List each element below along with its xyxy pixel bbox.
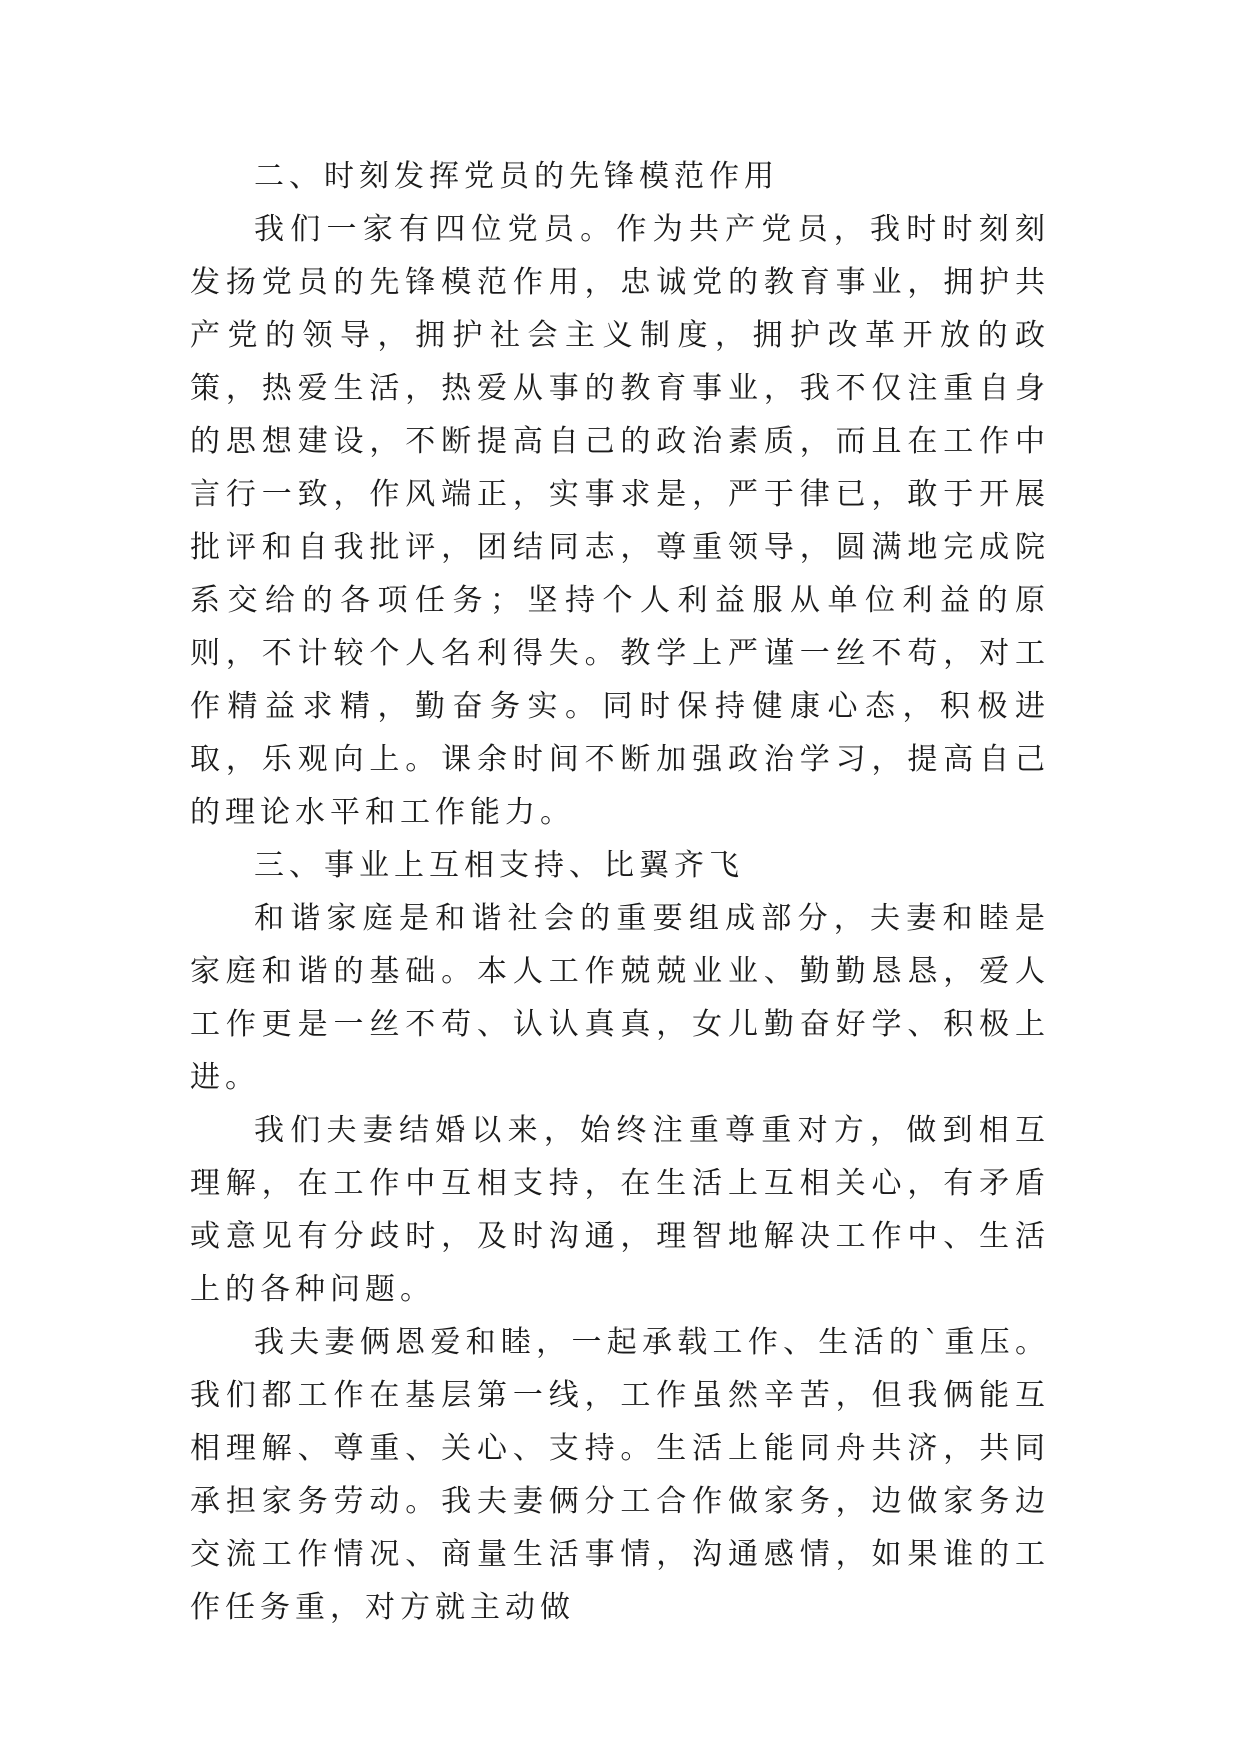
paragraph-harmonious-family: 和谐家庭是和谐社会的重要组成部分，夫妻和睦是家庭和谐的基础。本人工作兢兢业业、勤勤恳恳，爱人工作更是一丝不苟、认认真真，女儿勤奋好学、积极上进。: [190, 901, 1050, 1095]
section-heading-3: 三、事业上互相支持、比翼齐飞: [254, 848, 744, 883]
paragraph-party-members: 我们一家有四位党员。作为共产党员，我时时刻刻发扬党员的先锋模范作用，忠诚党的教育事业，拥护共产党的领导，拥护社会主义制度，拥护改革开放的政策，热爱生活，热爱从事的教育事业，我不仅注重自身的思想建设，不断提高自己的政治素质，而且在工作中言行一致，作风端正，实事求是，严于律已，敢于开展批评和自我批评，团结同志，尊重领导，圆满地完成院系交给的各项任务；坚持个人利益服从单位利益的原则，不计较个人名利得失。教学上严谨一丝不苟，对工作精益求精，勤奋务实。同时保持健康心态，积极进取，乐观向上。课余时间不断加强政治学习，提高自己的理论水平和工作能力。: [190, 212, 1050, 830]
paragraph-shared-burden: 我夫妻俩恩爱和睦，一起承载工作、生活的`重压。我们都工作在基层第一线，工作虽然辛苦，但我俩能互相理解、尊重、关心、支持。生活上能同舟共济，共同承担家务劳动。我夫妻俩分工合作做家务，边做家务边交流工作情况、商量生活事情，沟通感情，如果谁的工作任务重，对方就主动做: [190, 1325, 1050, 1625]
paragraph-marriage: 我们夫妻结婚以来，始终注重尊重对方，做到相互理解，在工作中互相支持，在生活上互相关心，有矛盾或意见有分歧时，及时沟通，理智地解决工作中、生活上的各种问题。: [190, 1113, 1050, 1307]
document-body: [190, 150, 1050, 1634]
section-heading-2: 二、时刻发挥党员的先锋模范作用: [254, 159, 779, 194]
